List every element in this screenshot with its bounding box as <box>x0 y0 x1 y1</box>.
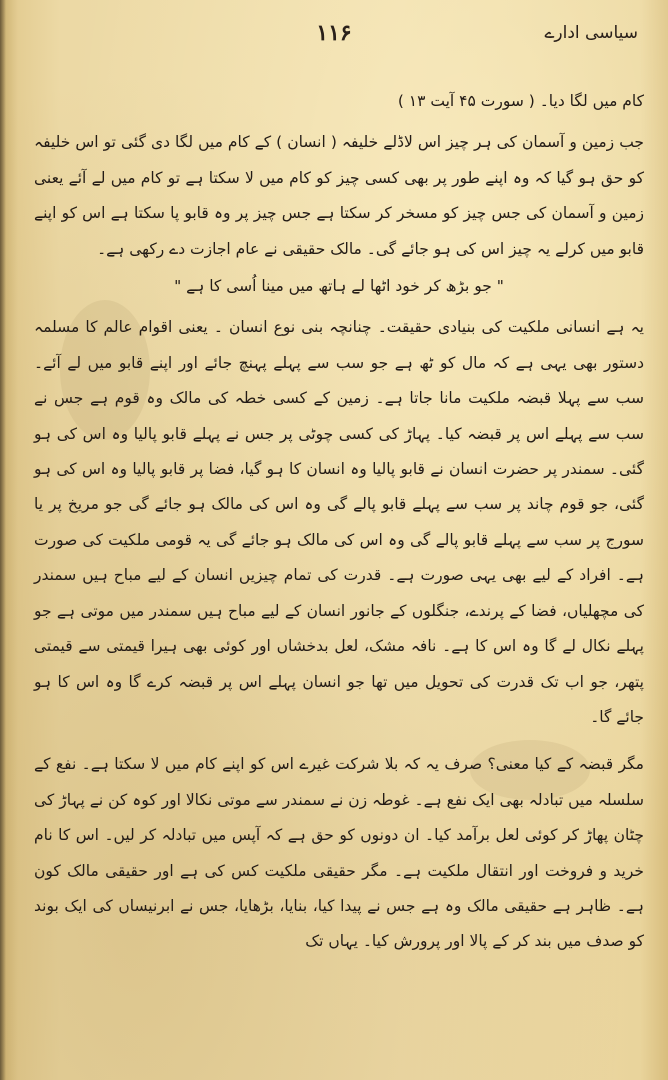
running-head: سیاسی ادارے <box>544 23 638 43</box>
paragraph-ownership: یہ ہے انسانی ملکیت کی بنیادی حقیقت۔ چنانچہ بنی نوع انسان ۔ یعنی اقوام عالم کا مسلمہ دستور بھی یہی ہے کہ مال کو ٹھ ہے جو سب سے پہلے پہنچ جائے اور اپنے قابو میں لے آئے۔ سب سے پہلا قبضہ ملکیت مانا جاتا ہے۔ زمین کے کسی خطہ کی مالک وہ قوم ہے جس نے سب سے پہلے اس پر قبضہ کیا۔ پہاڑ کی کسی چوٹی پر جس نے پہلے قابو پالیا وہ اس کی ہو گئی۔ سمندر پر حضرت انسان نے قابو پالیا وہ انسان کا ہو گیا، فضا پر قابو پالیا وہ اس کی ہو گئی، جو قوم چاند پر سب سے پہلے قابو پالے گی وہ اس کی مالک ہو جائے گی جو مریخ پر یا سورج پر سب سے پہلے قابو پالے گی وہ اس کی مالک ہو جائے گی یہ قومی ملکیت کی صورت ہے۔ افراد کے لیے بھی یہی صورت ہے۔ قدرت کی تمام چیزیں انسان کے لیے مباح ہیں سمندر کی مچھلیاں، فضا کے پرندے، جنگلوں کے جانور انسان کے لیے مباح ہیں سمندر میں موتی ہے جو پہلے نکال لے گا وہ اس کا ہے۔ نافہ مشک، لعل بدخشاں اور کوئی بھی ہیرا قیمتی سے قیمتی پتھر، جو اب تک قدرت کی تحویل میں تھا جو انسان پہلے اس پر قبضہ کرے گا وہ اس کا ہو جائے گا۔ <box>34 318 644 726</box>
paragraph-verse-reference: کام میں لگا دیا۔ ( سورت ۴۵ آیت ۱۳ ) <box>397 92 644 110</box>
page-binding-shadow <box>0 0 6 1080</box>
page-number: ۱۱۶ <box>316 20 352 46</box>
paragraph-possession: مگر قبضہ کے کیا معنی؟ صرف یہ کہ بلا شرکت غیرے اس کو اپنے کام میں لا سکتا ہے۔ نفع کے سلسلہ میں تبادلہ بھی ایک نفع ہے۔ غوطہ زن نے سمندر سے موتی نکالا اور کوہ کن نے پہاڑ کی چٹان پھاڑ کر کوئی لعل برآمد کیا۔ ان دونوں کو حق ہے کہ آپس میں تبادلہ کر لیں۔ اس کا نام خرید و فروخت اور انتقال ملکیت ہے۔ مگر حقیقی ملکیت کس کی ہے اور حقیقی مالک کون ہے۔ ظاہر ہے حقیقی مالک وہ ہے جس نے پیدا کیا، بنایا، بڑھایا، جس نے ابرنیساں کی ایک بوند کو صدف میں بند کر کے پالا اور پرورش کیا۔ یہاں تک <box>34 755 644 951</box>
page-body <box>34 84 644 960</box>
paragraph-khalifa: جب زمین و آسمان کی ہر چیز اس لاڈلے خلیفہ ( انسان ) کے کام میں لگا دی گئی تو اس خلیفہ کو حق ہو گیا کہ وہ اپنے طور پر بھی کسی چیز کو کام میں لا سکتا ہے تو کام میں لے آئے یعنی زمین و آسمان کی جس چیز کو مسخر کر سکتا ہے جس چیز پر وہ قابو پا سکتا ہے اس کو اپنے قابو میں کرلے یہ چیز اس کی ہو جائے گی۔ مالک حقیقی نے عام اجازت دے رکھی ہے۔ <box>34 133 644 258</box>
page-header <box>30 16 638 56</box>
quoted-verse: " جو بڑھ کر خود اٹھا لے ہاتھ میں مینا اُسی کا ہے " <box>174 277 504 296</box>
